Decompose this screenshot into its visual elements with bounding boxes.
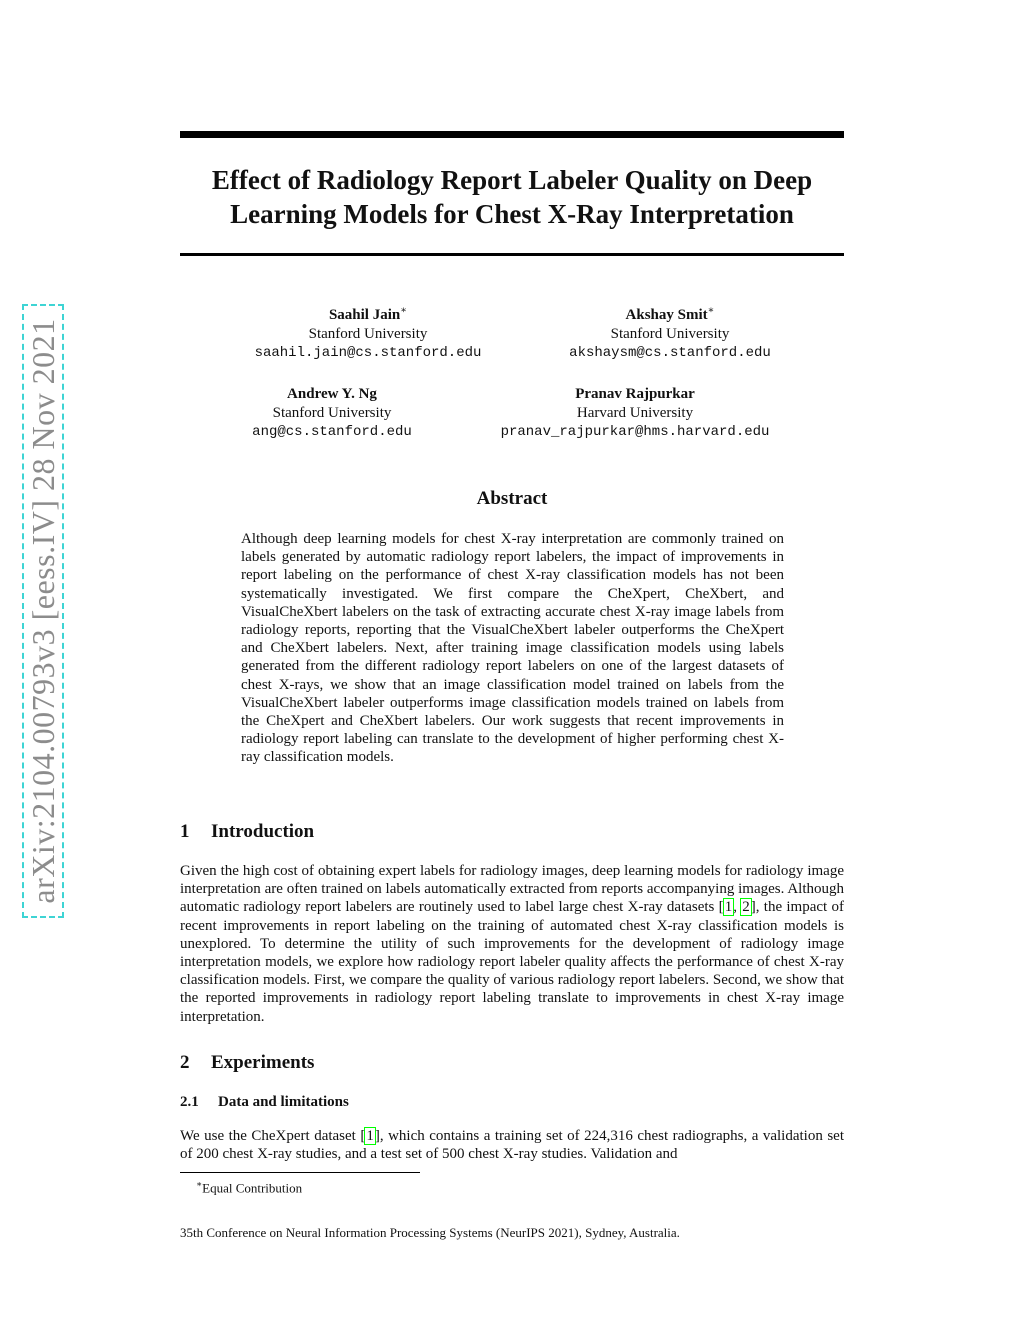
footnote bbox=[196, 1176, 302, 1196]
author-block-andrew-ng bbox=[167, 385, 497, 442]
paper-title bbox=[180, 163, 844, 231]
author-block-saahil-jain bbox=[203, 301, 533, 363]
author-affiliation: Stanford University bbox=[272, 405, 392, 421]
paragraph-text: ], the impact of recent improvements in report labeling on the training of automated chest X-ray classification models is unexplored. To determine the utility of such improvements for the development of radiology image interpretation models, we explore how radiology report labeler quality affects the performance of chest X-ray classification models. First, we compare the quality of various radiology report labelers. Second, we show that the reported improvements in radiology report labeling translate to improvements in chest X-ray image interpretation. bbox=[180, 899, 845, 1025]
introduction-paragraph bbox=[180, 862, 844, 1026]
paragraph-text: We use the CheXpert dataset [ bbox=[180, 1128, 366, 1144]
author-email[interactable]: pranav_rajpurkar@hms.harvard.edu bbox=[500, 424, 770, 440]
section-number: 2 bbox=[180, 1052, 190, 1073]
title-top-rule bbox=[180, 131, 844, 138]
author-name: Saahil Jain bbox=[328, 307, 401, 323]
author-email[interactable]: saahil.jain@cs.stanford.edu bbox=[254, 345, 482, 361]
title-line-2: Learning Models for Chest X-Ray Interpretation bbox=[230, 199, 794, 229]
footnote-rule bbox=[180, 1172, 420, 1173]
arxiv-identifier-stamp[interactable]: arXiv:2104.00793v3 [eess.IV] 28 Nov 2021 bbox=[22, 304, 64, 918]
author-block-pranav-rajpurkar bbox=[470, 385, 800, 442]
section-title: Experiments bbox=[211, 1052, 315, 1073]
footnote-mark: ∗ bbox=[196, 1179, 203, 1189]
section-title: Introduction bbox=[211, 821, 315, 842]
author-email[interactable]: akshaysm@cs.stanford.edu bbox=[569, 345, 771, 361]
author-name: Akshay Smit bbox=[625, 307, 708, 323]
paragraph-text: ], which contains a training set of 224,316 chest radiographs, a validation set of 200 chest X-ray studies, and a test set of 500 chest X-ray studies. Validation and bbox=[180, 1128, 844, 1163]
abstract-text: Although deep learning models for chest X-ray interpretation are commonly trained on labels generated by automatic radiology report labelers, the impact of improvements in report labeling on the performance of chest X-ray classification models has not been systematically investigated. We first compare the CheXpert, CheXbert, and VisualCheXbert labelers on the task of extracting accurate chest X-ray image labels from radiology reports, reporting that the VisualCheXbert labeler outperforms the CheXpert and CheXbert labelers. Next, after training image classification models using labels generated from the different radiology report labelers on one of the largest datasets of chest X-rays, we show that an image classification model trained on labels from the VisualCheXbert labeler outperforms image classification models trained on labels from the CheXpert and CheXbert labelers. Our work suggests that recent improvements in radiology report labeling can translate to the development of higher performing chest X-ray classification models. bbox=[241, 531, 784, 766]
title-line-1: Effect of Radiology Report Labeler Quality on Deep bbox=[211, 165, 813, 195]
citation-link-1[interactable]: 1 bbox=[366, 1128, 374, 1144]
conference-note: 35th Conference on Neural Information Processing Systems (NeurIPS 2021), Sydney, Australia. bbox=[180, 1225, 680, 1240]
citation-link-1[interactable]: 1 bbox=[724, 899, 733, 916]
author-affiliation: Stanford University bbox=[308, 326, 428, 342]
author-name: Andrew Y. Ng bbox=[287, 386, 377, 402]
author-affiliation: Harvard University bbox=[576, 405, 694, 421]
citation-link-2[interactable]: 2 bbox=[742, 899, 750, 916]
paragraph-text: Given the high cost of obtaining expert labels for radiology images, deep learning models for radiology image interpretation are often trained on labels automatically extracted from reports accompanying images. Although automatic radiology report labelers are routinely used to label large chest X-ray datasets [ bbox=[180, 863, 844, 916]
section-heading-experiments bbox=[180, 1051, 314, 1075]
author-block-akshay-smit bbox=[505, 301, 835, 363]
equal-contribution-mark: ∗ bbox=[400, 305, 408, 316]
abstract-heading: Abstract bbox=[476, 488, 548, 509]
title-bottom-rule bbox=[180, 253, 844, 256]
author-email[interactable]: ang@cs.stanford.edu bbox=[252, 424, 412, 440]
section-number: 1 bbox=[180, 821, 190, 842]
subsection-heading-data-limitations bbox=[180, 1093, 349, 1112]
data-paragraph bbox=[180, 1127, 844, 1163]
section-heading-introduction bbox=[180, 820, 314, 844]
subsection-number: 2.1 bbox=[180, 1094, 199, 1110]
equal-contribution-mark: ∗ bbox=[707, 305, 715, 316]
author-name: Pranav Rajpurkar bbox=[575, 386, 695, 402]
subsection-title: Data and limitations bbox=[218, 1094, 349, 1110]
author-affiliation: Stanford University bbox=[610, 326, 730, 342]
citation-separator: , bbox=[733, 899, 742, 916]
footnote-text: Equal Contribution bbox=[202, 1180, 303, 1196]
